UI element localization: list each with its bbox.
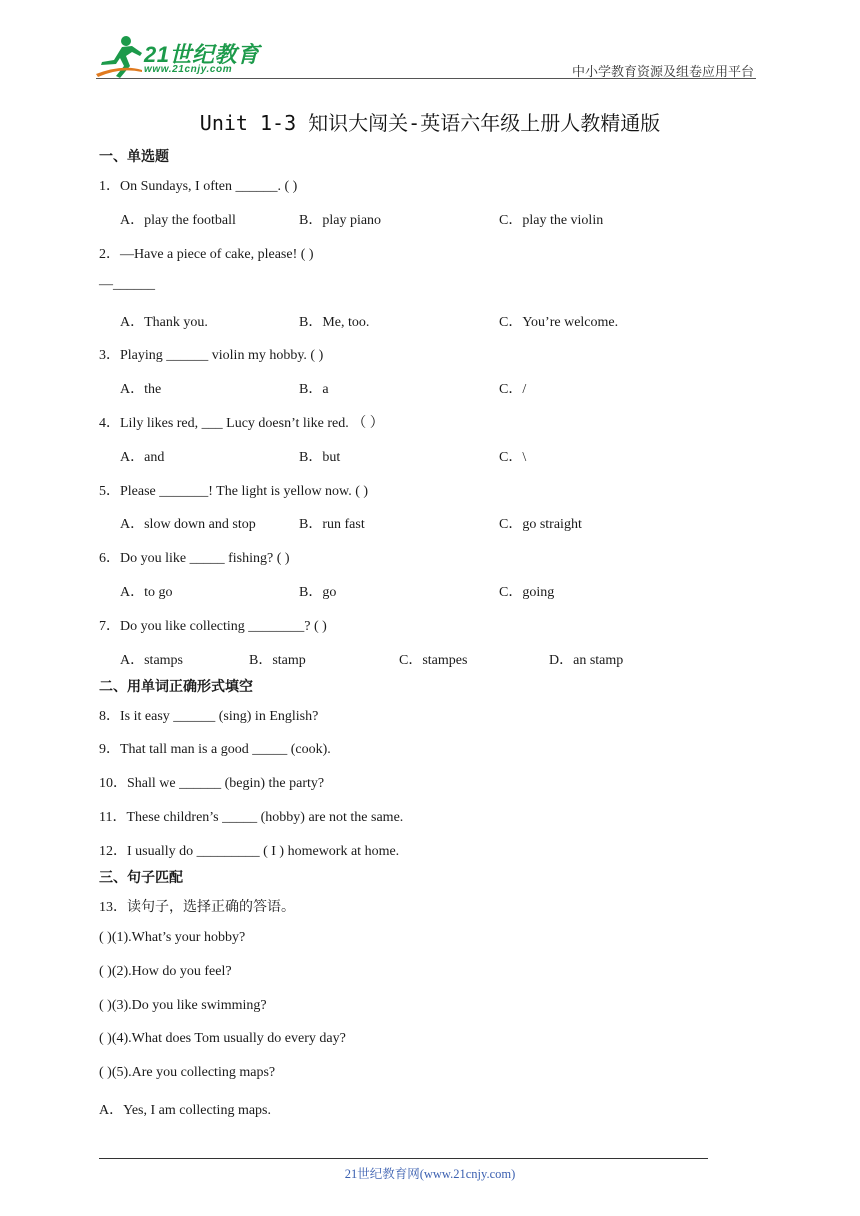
question-1: 1．On Sundays, I often ______. ( )	[99, 179, 298, 194]
q4-option-a: A．and	[120, 450, 165, 465]
q4-option-b: B．but	[299, 450, 341, 465]
q5-option-a: A．slow down and stop	[120, 517, 256, 532]
question-10: 10．Shall we ______ (begin) the party?	[99, 776, 325, 791]
section-heading-matching: 三、句子匹配	[99, 870, 183, 886]
question-8: 8．Is it easy ______ (sing) in English?	[99, 709, 319, 724]
question-9: 9．That tall man is a good _____ (cook).	[99, 742, 331, 757]
answer-option-a: A．Yes, I am collecting maps.	[99, 1103, 271, 1118]
q7-option-a: A．stamps	[120, 653, 183, 668]
question-2-response-line: —______	[99, 277, 155, 292]
q4-option-c: C．\	[499, 450, 527, 465]
match-item-2: ( )(2).How do you feel?	[99, 964, 232, 979]
q7-option-b: B．stamp	[249, 653, 306, 668]
q3-option-c: C．/	[499, 382, 527, 397]
question-5: 5．Please _______! The light is yellow now. ( )	[99, 484, 369, 499]
q1-option-a: A．play the football	[120, 213, 236, 228]
footer-text: 21世纪教育网(www.21cnjy.com)	[344, 1167, 516, 1181]
match-item-3: ( )(3).Do you like swimming?	[99, 998, 267, 1013]
match-item-5: ( )(5).Are you collecting maps?	[99, 1065, 276, 1080]
section-heading-fill-in: 二、用单词正确形式填空	[99, 679, 253, 695]
match-item-1: ( )(1).What’s your hobby?	[99, 930, 246, 945]
section-heading-single-choice: 一、单选题	[99, 149, 169, 165]
q6-option-a: A．to go	[120, 585, 173, 600]
footer-divider	[99, 1158, 708, 1159]
question-2: 2．—Have a piece of cake, please! ( )	[99, 247, 314, 262]
q6-option-b: B．go	[299, 585, 337, 600]
question-4: 4．Lily likes red, ___ Lucy doesn’t like red. （ ）	[99, 416, 384, 431]
question-3: 3．Playing ______ violin my hobby. ( )	[99, 348, 324, 363]
q6-option-c: C．going	[499, 585, 555, 600]
q3-option-a: A．the	[120, 382, 162, 397]
logo-url: www.21cnjy.com	[144, 64, 233, 75]
q7-option-d: D．an stamp	[549, 653, 624, 668]
q3-option-b: B．a	[299, 382, 329, 397]
q2-option-a: A．Thank you.	[120, 315, 208, 330]
header-platform-text: 中小学教育资源及组卷应用平台	[571, 65, 754, 80]
q2-option-b: B．Me, too.	[299, 315, 370, 330]
q5-option-c: C．go straight	[499, 517, 582, 532]
question-7: 7．Do you like collecting ________? ( )	[99, 619, 327, 634]
q5-option-b: B．run fast	[299, 517, 365, 532]
q7-option-c: C．stampes	[399, 653, 468, 668]
match-item-4: ( )(4).What does Tom usually do every day?	[99, 1031, 346, 1046]
header-divider	[96, 78, 756, 79]
question-6: 6．Do you like _____ fishing? ( )	[99, 551, 290, 566]
q1-option-b: B．play piano	[299, 213, 382, 228]
question-12: 12．I usually do _________ ( I ) homework at home.	[99, 844, 400, 859]
q2-option-c: C．You’re welcome.	[499, 315, 619, 330]
q1-option-c: C．play the violin	[499, 213, 604, 228]
logo-text: 21世纪教育	[144, 42, 260, 67]
question-11: 11．These children’s _____ (hobby) are not the same.	[99, 810, 404, 825]
question-13: 13．读句子，选择正确的答语。	[99, 900, 295, 915]
document-title: Unit 1-3 知识大闯关-英语六年级上册人教精通版	[199, 111, 661, 135]
